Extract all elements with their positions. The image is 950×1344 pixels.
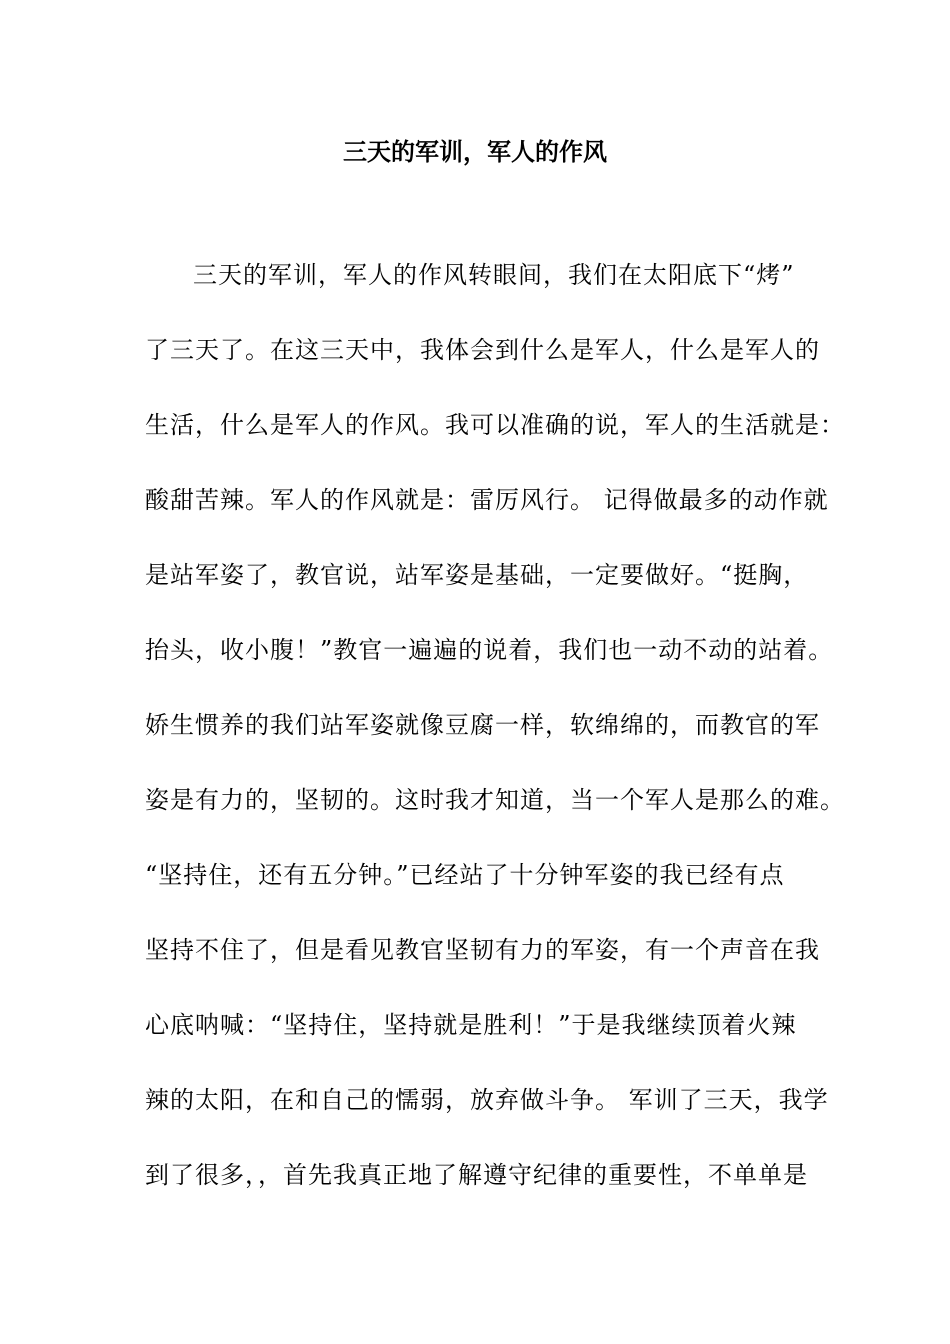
body-line: 姿是有力的，坚韧的。这时我才知道，当一个军人是那么的难。 xyxy=(145,786,845,814)
body-line: 是站军姿了，教官说，站军姿是基础，一定要做好。“挺胸， xyxy=(145,561,809,589)
body-line: 三天的军训，军人的作风转眼间，我们在太阳底下“烤” xyxy=(193,261,795,289)
body-line: 了三天了。在这三天中，我体会到什么是军人，什么是军人的 xyxy=(145,336,820,364)
body-line: “坚持住，还有五分钟。”已经站了十分钟军姿的我已经有点 xyxy=(145,861,785,889)
body-line: 辣的太阳，在和自己的懦弱，放弃做斗争。 军训了三天，我学 xyxy=(145,1086,829,1114)
body-line: 生活，什么是军人的作风。我可以准确的说，军人的生活就是： xyxy=(145,411,845,439)
body-line: 抬头，收小腹！”教官一遍遍的说着，我们也一动不动的站着。 xyxy=(145,636,834,664)
document-title: 三天的军训，军人的作风 xyxy=(343,137,607,166)
body-line: 到了很多，，首先我真正地了解遵守纪律的重要性，不单单是 xyxy=(145,1161,808,1189)
body-line: 心底呐喊：“坚持住，坚持就是胜利！”于是我继续顶着火辣 xyxy=(145,1011,797,1039)
body-line: 娇生惯养的我们站军姿就像豆腐一样，软绵绵的，而教官的军 xyxy=(145,711,820,739)
body-line: 坚持不住了，但是看见教官坚韧有力的军姿，有一个声音在我 xyxy=(145,936,820,964)
body-line: 酸甜苦辣。军人的作风就是：雷厉风行。 记得做最多的动作就 xyxy=(145,486,829,514)
